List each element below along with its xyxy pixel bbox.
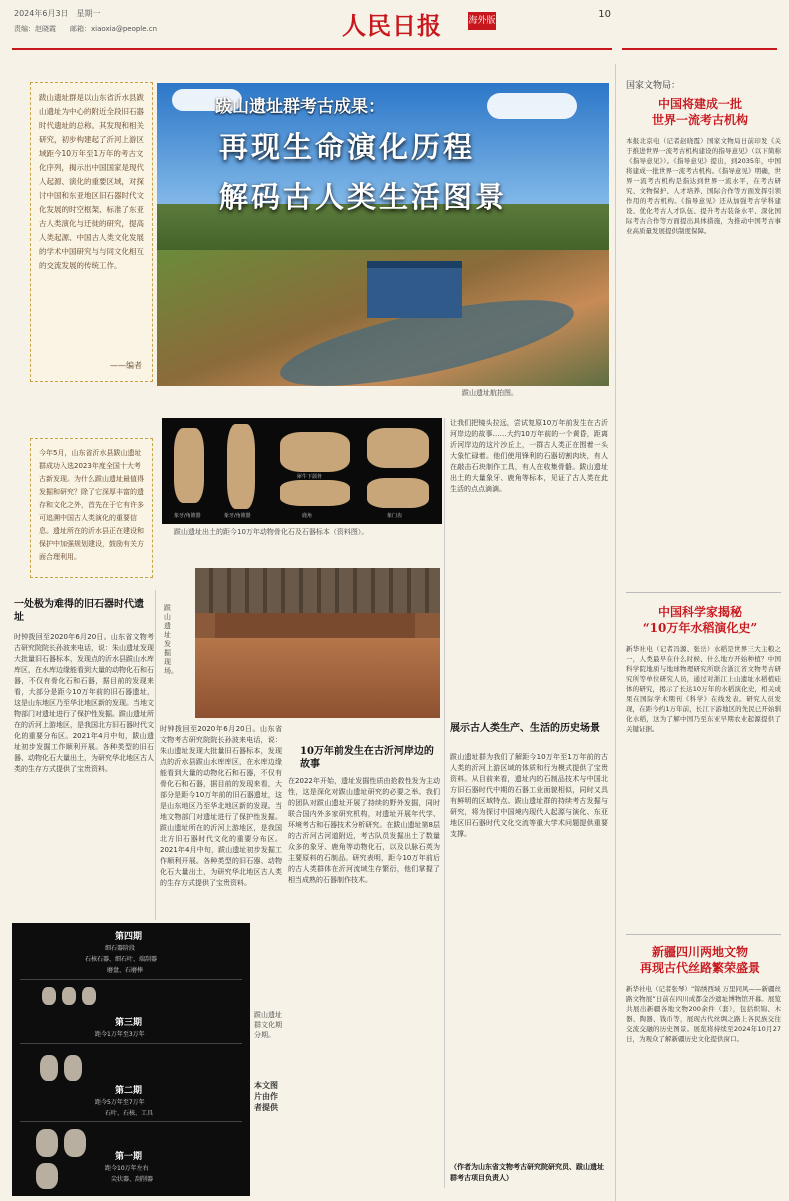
artifact-label: 象牙/角锥器 (224, 513, 251, 519)
author-line: （作者为山东省文物考古研究院研究员、跋山遗址群考古项目负责人） (450, 1163, 604, 1182)
hero-aerial-photo (157, 83, 609, 386)
artifacts-caption: 跋山遗址出土的距今10万年动物骨化石及石器标本（资料图）。 (174, 528, 369, 536)
excavation-caption: 跋山遗址发掘现场。 (164, 604, 178, 675)
artifacts-photo (162, 418, 442, 524)
artifact (280, 432, 350, 472)
period-separator (20, 1043, 242, 1044)
artifact (280, 480, 350, 506)
story-text: 让我们把镜头拉远，尝试复原10万年前发生在古沂河岸边的故事……大约10万年前的一个黄昏，距离沂河岸边的这片沙丘上，一群古人类正在围着一头大象忙碌着。他们使用锋利的石器切割肉块，有人在敲击石块制作工具，有人在收集骨骼。跋山遗址出土的大量象牙、鹿角等标本，见证了古人类在此生活的点点滴滴。 (450, 419, 608, 493)
story1-text: 本报北京电（记者赵晓霞）国家文物局日前印发《关于推进世界一流考古机构建设的指导意见》（以下简称《指导意见》）。《指导意见》提出，到2035年，中国将建成一批世界一流考古机构。《指导意见》明确，世界一流考古机构是指达到世界一流水平，在考古研究、文物保护、人才培养、国际合作等方面发挥引领作用的考古机构。《指导意见》还从加强考古学科建设、优化考古人才队伍、提升考古装备水平、深化国际考古合作等方面提出具体措施，为推动中国考古事业高质量发展提供制度保障。 (626, 137, 781, 235)
photo-credit: 本文图片由作者提供 (254, 1081, 278, 1112)
page-number: 10 (598, 9, 611, 20)
story2-title-line1: 中国科学家揭秘 (657, 605, 742, 619)
period-separator (20, 979, 242, 980)
story-divider (626, 592, 781, 593)
hero-subtitle: 跋山遗址群考古成果： (215, 97, 385, 117)
section2-text: 在2022年开始，遗址发掘性质由抢救性发为主动性，这是深化对跋山遗址研究的必要之举。我们的团队对跋山遗址开展了持续的野外发掘，同时联合国内外多家研究机构，对遗址开展年代学、环境考古和石器技术分析研究。在跋山遗址第8层的古沂河古河道附近，考古队员发掘出土了数量众多的象牙、鹿角等动物化石，以及以脉石英为主要原料的石制品。研究表明，距今10万年前后的古人类群体在沂河流域生存繁衍，他们掌握了相当成熟的石器制作技术。 (288, 777, 440, 884)
period-4-line2: 石核石器、细石叶、端刮器 (85, 956, 158, 963)
period-2-line2: 石叶、石核、工具 (105, 1110, 154, 1117)
page-header (0, 0, 789, 50)
period-3-name: 第三期 (115, 1018, 143, 1028)
period-4-line1: 细石器阶段 (105, 945, 136, 952)
story1-kicker: 国家文物局： (626, 81, 681, 91)
artifact (367, 478, 429, 508)
artifact-label: 象牙/角锥器 (174, 513, 201, 519)
section3-text: 跋山遗址群为我们了解距今10万年至1万年前的古人类的沂河上游区域的体质和行为模式提供了宝贵资料。从目前来看，遗址内的石制品技术与中国北方旧石器时代中期的石器工业面貌相似，同时又具有鲜明的区域特点。跋山遗址群的持续考古发掘与研究，将为探讨中国境内现代人起源与演化、东亚地区旧石器时代文化交流等重大学术问题提供重要支撑。 (450, 753, 608, 838)
stone-tool (82, 987, 96, 1005)
edition-badge: 海外版 (468, 12, 496, 30)
timeline-caption: 跋山遗址群文化期分期。 (254, 1011, 282, 1039)
story3-title-line2: 再现古代丝路繁荣盛景 (639, 961, 760, 975)
issue-date: 2024年6月3日 星期一 (14, 9, 101, 18)
excavation-photo (195, 568, 440, 718)
artifact-label: 犀牛下颌骨 (297, 474, 323, 480)
stone-tool (64, 1055, 82, 1081)
period-2-name: 第二期 (115, 1086, 143, 1096)
story-divider (626, 934, 781, 935)
period-4-line3: 磨盘、石磨棒 (107, 967, 144, 974)
culture-period-timeline (12, 923, 250, 1196)
news-sidebar (615, 64, 784, 1201)
period-3-line1: 距今1万年至3万年 (95, 1031, 145, 1038)
story3-title-line1: 新疆四川两地文物 (651, 945, 748, 959)
story2-title-line2: “10万年水稻演化史” (642, 621, 758, 635)
stone-tool (36, 1163, 58, 1189)
story1-title-line2: 世界一流考古机构 (651, 113, 748, 127)
artifact (227, 424, 255, 509)
story1-title-line1: 中国将建成一批 (657, 97, 742, 111)
intro-box (30, 82, 153, 382)
section2-title: 10万年前发生在古沂河岸边的故事 (300, 746, 434, 770)
hero-caption: 跋山遗址航拍图。 (462, 389, 518, 397)
excavation-ground (195, 638, 440, 718)
stone-tool (62, 987, 76, 1005)
section1-title: 一处极为难得的旧石器时代遗址 (14, 599, 144, 623)
building (367, 268, 462, 318)
stone-tool (42, 987, 56, 1005)
column-rule (444, 418, 445, 1188)
stone-tool (64, 1129, 86, 1157)
section3-title: 展示古人类生产、生活的历史场景 (450, 723, 600, 734)
note-text: 今年5月，山东省沂水县跋山遗址群成功入选2023年度全国十大考古新发现。为什么跋山遗址最值得发掘和研究？除了它深厚丰富的遗存和文化之外，首先在于它有许多可追溯中国古人类演化的重要信息。遗址所在的沂水县正在建设和保护中加强规划建设，鼓励有关方面合理利用。 (39, 449, 144, 561)
intro-author: ——编者 (110, 361, 142, 370)
stone-tool (40, 1055, 58, 1081)
artifact (367, 428, 429, 468)
artifact-label: 象门齿 (387, 513, 403, 519)
header-rule (12, 48, 612, 50)
artifact-label: 鹿角 (302, 513, 313, 519)
intro-text: 跋山遗址群是以山东省沂水县跋山遗址为中心的附近全段旧石器时代遗址的总称。其发现和相关研究，初步构建起了沂河上游区域距今10万年至1万年的考古文化序列，揭示出中国国家是现代人起源、演化的重要区域，对探讨中国和东亚地区旧石器时代文化发展的时空框架、标准了东亚古人类演化与迁徙的研究，提高人类起源、中国古人类文化发展的学术中国研究与与同文化相互的交流发展的传统工作。 (39, 93, 144, 270)
period-1-name: 第一期 (115, 1152, 143, 1162)
period-2-line1: 距今5万年至7万年 (95, 1099, 145, 1106)
story3-text: 新华社电（记者张琴）“锦绣西域 万里同风——新疆丝路文物展”日前在四川成都金沙遗址博物馆开幕。展览共展出新疆各地文物200余件（套），包括织锦、木器、陶器、钱币等，展现古代丝绸之路上各民族交往交流交融的历史图景。展览将持续至2024年10月27日，为观众了解新疆历史文化提供窗口。 (626, 985, 781, 1043)
period-separator (20, 1121, 242, 1122)
note-box (30, 438, 153, 578)
section1-text-cont: 时钟拨回至2020年6月20日。山东省文物考古研究院院长孙波来电话，说：朱山遗址发现大批量旧石器标本，发现点的沂水县跋山水库库区，在水库边缘能看到大量的动物化石和石器，不仅有骨化石和石器，据目前的发现来看，大部分是距今10万年前的旧石器遗址，这是山东地区乃至华北地区新的发现。当地文物部门对遗址进行了保护性发掘。跋山遗址所在的沂河上游地区，是我国北方旧石器时代文化的重要分布区。2021年4月中旬，跋山遗址初步发掘工作顺利开展。各种类型的旧石器、动物化石大量出土，为研究华北地区古人类的生存方式提供了宝贵资料。 (160, 725, 282, 887)
period-1-line2: 尖状器、刮削器 (111, 1176, 154, 1183)
editor-meta: 责编：赵晓霞 邮箱：xiaoxia@people.cn (14, 25, 158, 33)
story2-text: 新华社电（记者冯源、张岳）水稻是世界三大主粮之一，人类最早在什么时候、什么地方开始种植？中国科学院地质与地球物理研究所联合浙江省文物考古研究所等单位研究人员，通过对浙江上山遗址水稻植硅体的研究，揭示了长达10万年的水稻演化史，相关成果在国际学术期刊《科学》在线发表。研究人员发现，在距今约1万年前，长江下游地区的先民已开始驯化水稻，这为了解中国乃至东亚早期农业起源提供了关键证据。 (626, 645, 781, 733)
section1-text: 时钟拨回至2020年6月20日。山东省文物考古研究院院长孙波来电话，说：朱山遗址发现大批量旧石器标本，发现点的沂水县跋山水库库区，在水库边缘能看到大量的动物化石和石器，不仅有骨化石和石器，据目前的发现来看，大部分是距今10万年前的旧石器遗址，这是山东地区乃至华北地区新的发现。当地文物部门对遗址进行了保护性发掘。跋山遗址所在的沂河上游地区，是我国北方旧石器时代文化的重要分布区。2021年4月中旬，跋山遗址初步发掘工作顺利开展。各种类型的旧石器、动物化石大量出土，为研究华北地区古人类的生存方式提供了宝贵资料。 (14, 633, 154, 773)
masthead: 人民日报 (342, 11, 442, 40)
period-1-line1: 距今10万年左右 (105, 1165, 149, 1172)
stone-tool (36, 1129, 58, 1157)
artifact (174, 428, 204, 503)
cloud (487, 93, 577, 119)
column-rule (155, 590, 156, 920)
header-rule-right (622, 48, 777, 50)
hero-title-line1: 再现生命演化历程 (219, 130, 476, 164)
hero-title-line2: 解码古人类生活图景 (219, 180, 508, 214)
period-4-name: 第四期 (115, 932, 143, 942)
shed-roof (195, 568, 440, 613)
